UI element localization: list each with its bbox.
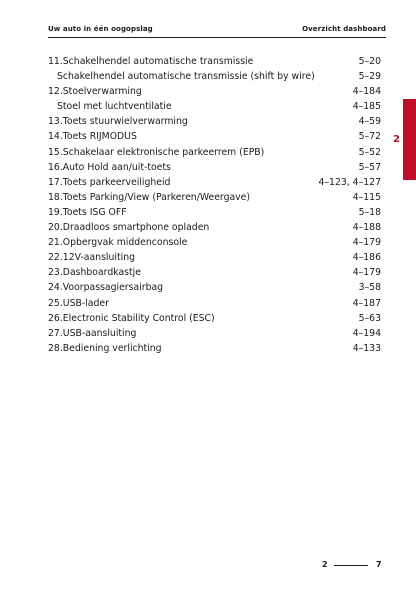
index-entry-page: 5–57 [358, 161, 381, 173]
index-entry-label: 14.Toets RIJMODUS [48, 131, 137, 143]
index-entry-page: 4–59 [358, 116, 381, 128]
index-entry [48, 54, 381, 69]
index-entry-page: 4–187 [352, 297, 381, 309]
index-entry-label: 12.Stoelverwarming [48, 86, 142, 98]
index-entry [48, 114, 381, 129]
index-entry-page: 4–184 [352, 86, 381, 98]
index-entry-page: 4–186 [352, 252, 381, 264]
index-entry [48, 84, 381, 99]
footer-chapter-number: 2 [322, 560, 328, 569]
index-entry [48, 190, 381, 205]
chapter-tab [403, 99, 416, 180]
index-entry-label: 27.USB-aansluiting [48, 327, 137, 339]
index-entry [48, 220, 381, 235]
index-entry-label: 20.Draadloos smartphone opladen [48, 222, 210, 234]
index-entry-label: 28.Bediening verlichting [48, 342, 162, 354]
index-list [48, 54, 381, 356]
index-entry [48, 235, 381, 250]
index-entry-label: 22.12V-aansluiting [48, 252, 135, 264]
index-entry-page: 4–123, 4–127 [318, 176, 381, 188]
index-entry-page: 4–179 [352, 237, 381, 249]
index-entry [48, 175, 381, 190]
index-entry-label: 26.Electronic Stability Control (ESC) [48, 312, 215, 324]
index-entry [48, 326, 381, 341]
index-entry-page: 5–29 [358, 71, 381, 83]
index-entry [48, 69, 381, 84]
index-entry-label: 16.Auto Hold aan/uit-toets [48, 161, 171, 173]
index-entry [48, 265, 381, 280]
index-entry-label: 15.Schakelaar elektronische parkeerrem (EPB) [48, 146, 265, 158]
index-entry-page: 4–133 [352, 342, 381, 354]
index-entry [48, 205, 381, 220]
index-entry-page: 4–115 [352, 191, 381, 203]
index-entry [48, 99, 381, 114]
index-entry [48, 280, 381, 295]
index-entry [48, 129, 381, 144]
index-entry-page: 3–58 [358, 282, 381, 294]
index-entry-page: 5–63 [358, 312, 381, 324]
index-entry-label: 23.Dashboardkastje [48, 267, 141, 279]
index-entry-page: 5–20 [358, 56, 381, 67]
index-entry [48, 296, 381, 311]
index-entry-label: 19.Toets ISG OFF [48, 206, 127, 218]
index-entry-label: Schakelhendel automatische transmissie (shift by wire) [57, 71, 315, 83]
index-entry [48, 250, 381, 265]
index-entry-page: 4–185 [352, 101, 381, 113]
index-entry-page: 5–52 [358, 146, 381, 158]
running-header-section: Uw auto in één oogopslag [48, 25, 153, 33]
index-entry-page: 4–194 [352, 327, 381, 339]
running-header-title: Overzicht dashboard [302, 25, 386, 33]
index-entry-label: 13.Toets stuurwielverwarming [48, 116, 188, 128]
index-entry-label: 25.USB-lader [48, 297, 109, 309]
footer-page-number: 7 [376, 560, 382, 569]
index-entry-page: 5–72 [358, 131, 381, 143]
chapter-tab-number: 2 [393, 134, 400, 145]
index-entry-label: 18.Toets Parking/View (Parkeren/Weergave) [48, 191, 251, 203]
index-entry-page: 5–18 [358, 206, 381, 218]
footer-divider [334, 565, 368, 566]
index-entry [48, 160, 381, 175]
index-entry-label: 21.Opbergvak middenconsole [48, 237, 188, 249]
index-entry-label: 11.Schakelhendel automatische transmissie [48, 56, 254, 67]
index-entry-label: Stoel met luchtventilatie [57, 101, 172, 113]
index-entry [48, 341, 381, 356]
index-entry-label: 17.Toets parkeerveiligheid [48, 176, 171, 188]
header-divider [48, 37, 386, 38]
index-entry-page: 4–188 [352, 222, 381, 234]
index-entry [48, 145, 381, 160]
index-entry-page: 4–179 [352, 267, 381, 279]
index-entry [48, 311, 381, 326]
index-entry-label: 24.Voorpassagiersairbag [48, 282, 164, 294]
